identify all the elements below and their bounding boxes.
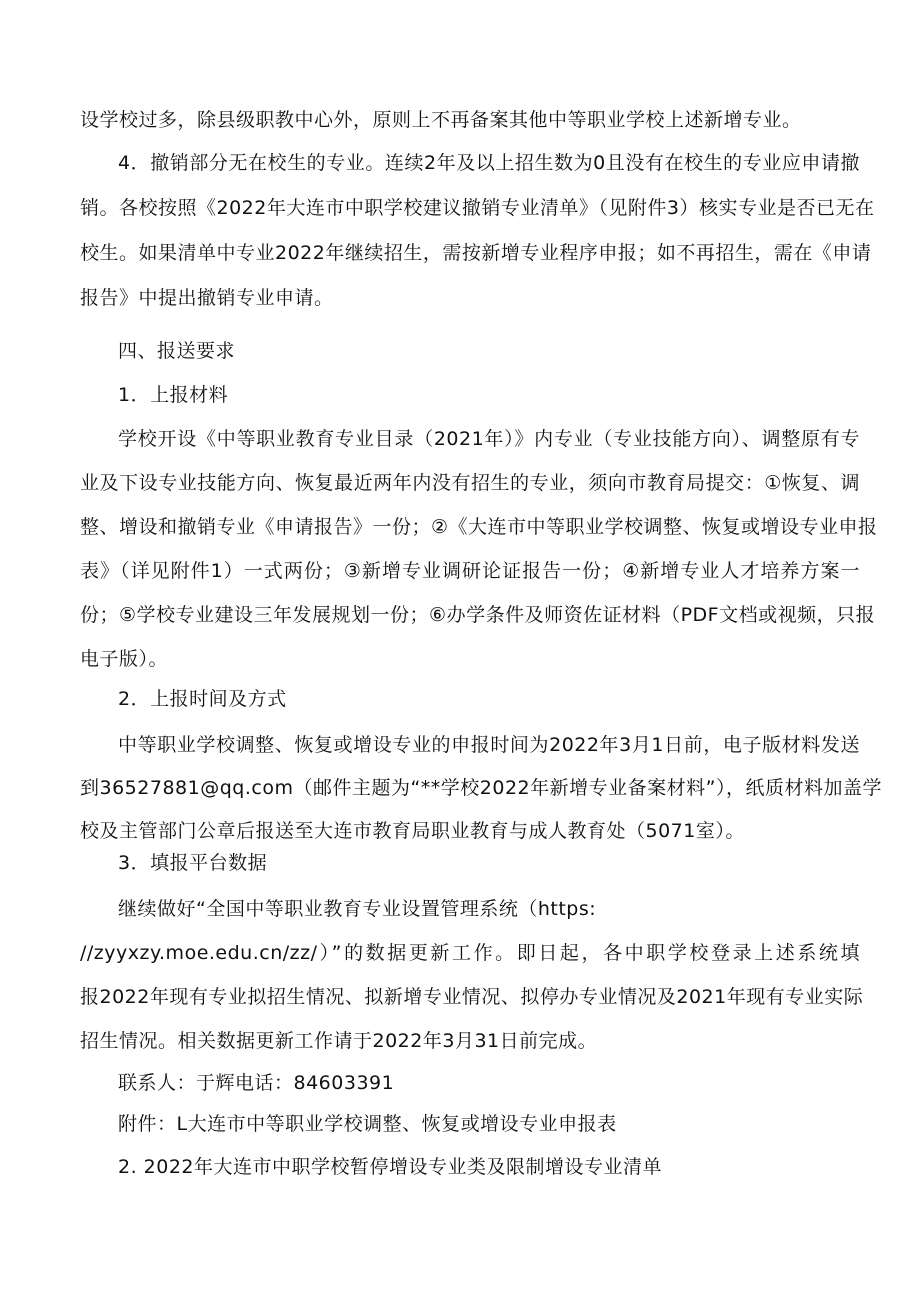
item-2-body-line-3: 校及主管部门公章后报送至大连市教育局职业教育与成人教育处（5071室）。 [80,820,745,842]
item-1-body-line-4: 表》（详见附件1）一式两份；③新增专业调研论证报告一份；④新增专业人才培养方案一 [80,560,860,582]
paragraph-3-tail-line-1: 设学校过多，除县级职教中心外，原则上不再备案其他中等职业学校上述新增专业。 [80,109,802,131]
item-3-heading: 3．填报平台数据 [118,852,268,874]
contact-line: 联系人：于辉电话：84603391 [118,1072,395,1094]
item-1-body-line-2: 业及下设专业技能方向、恢复最近两年内没有招生的专业，须向市教育局提交：①恢复、调 [80,472,860,494]
item-2-body-line-2: 到36527881@qq.com（邮件主题为“**学校2022年新增专业备案材料”），纸质材料加盖学 [80,777,882,799]
section-4-heading: 四、报送要求 [118,340,236,362]
paragraph-4-line-3: 校生。如果清单中专业2022年继续招生，需按新增专业程序申报；如不再招生，需在《申请 [80,242,872,264]
item-3-body-line-4: 招生情况。相关数据更新工作请于2022年3月31日前完成。 [80,1030,598,1052]
paragraph-4-line-1: 4．撤销部分无在校生的专业。连续2年及以上招生数为0且没有在校生的专业应申请撤 [118,152,860,174]
item-1-heading: 1．上报材料 [118,384,229,406]
item-1-body-line-6: 电子版）。 [80,648,169,670]
item-2-heading: 2．上报时间及方式 [118,688,287,710]
item-1-body-line-3: 整、增设和撤销专业《申请报告》一份；②《大连市中等职业学校调整、恢复或增设专业申报 [80,516,878,538]
item-3-body-line-2: //zyyxzy.moe.edu.cn/zz/）”的数据更新工作。即日起，各中职学校登录上述系统填 [80,942,860,964]
paragraph-4-line-2: 销。各校按照《2022年大连市中职学校建议撤销专业清单》（见附件3）核实专业是否已无在 [80,197,875,219]
attachment-1: 附件：L大连市中等职业学校调整、恢复或增设专业申报表 [118,1113,617,1135]
attachment-2: 2. 2022年大连市中职学校暂停增设专业类及限制增设专业清单 [118,1156,663,1178]
item-1-body-line-5: 份；⑤学校专业建设三年发展规划一份；⑥办学条件及师资佐证材料（PDF文档或视频，只报 [80,604,876,626]
item-3-body-line-1: 继续做好“全国中等职业教育专业设置管理系统（https: [118,898,597,920]
item-1-body-line-1: 学校开设《中等职业教育专业目录（2021年）》内专业（专业技能方向）、调整原有专 [118,428,860,450]
item-3-body-line-3: 报2022年现有专业拟招生情况、拟新增专业情况、拟停办专业情况及2021年现有专业实际 [80,986,864,1008]
item-2-body-line-1: 中等职业学校调整、恢复或增设专业的申报时间为2022年3月1日前，电子版材料发送 [118,734,860,756]
paragraph-4-line-4: 报告》中提出撤销专业申请。 [80,287,334,309]
